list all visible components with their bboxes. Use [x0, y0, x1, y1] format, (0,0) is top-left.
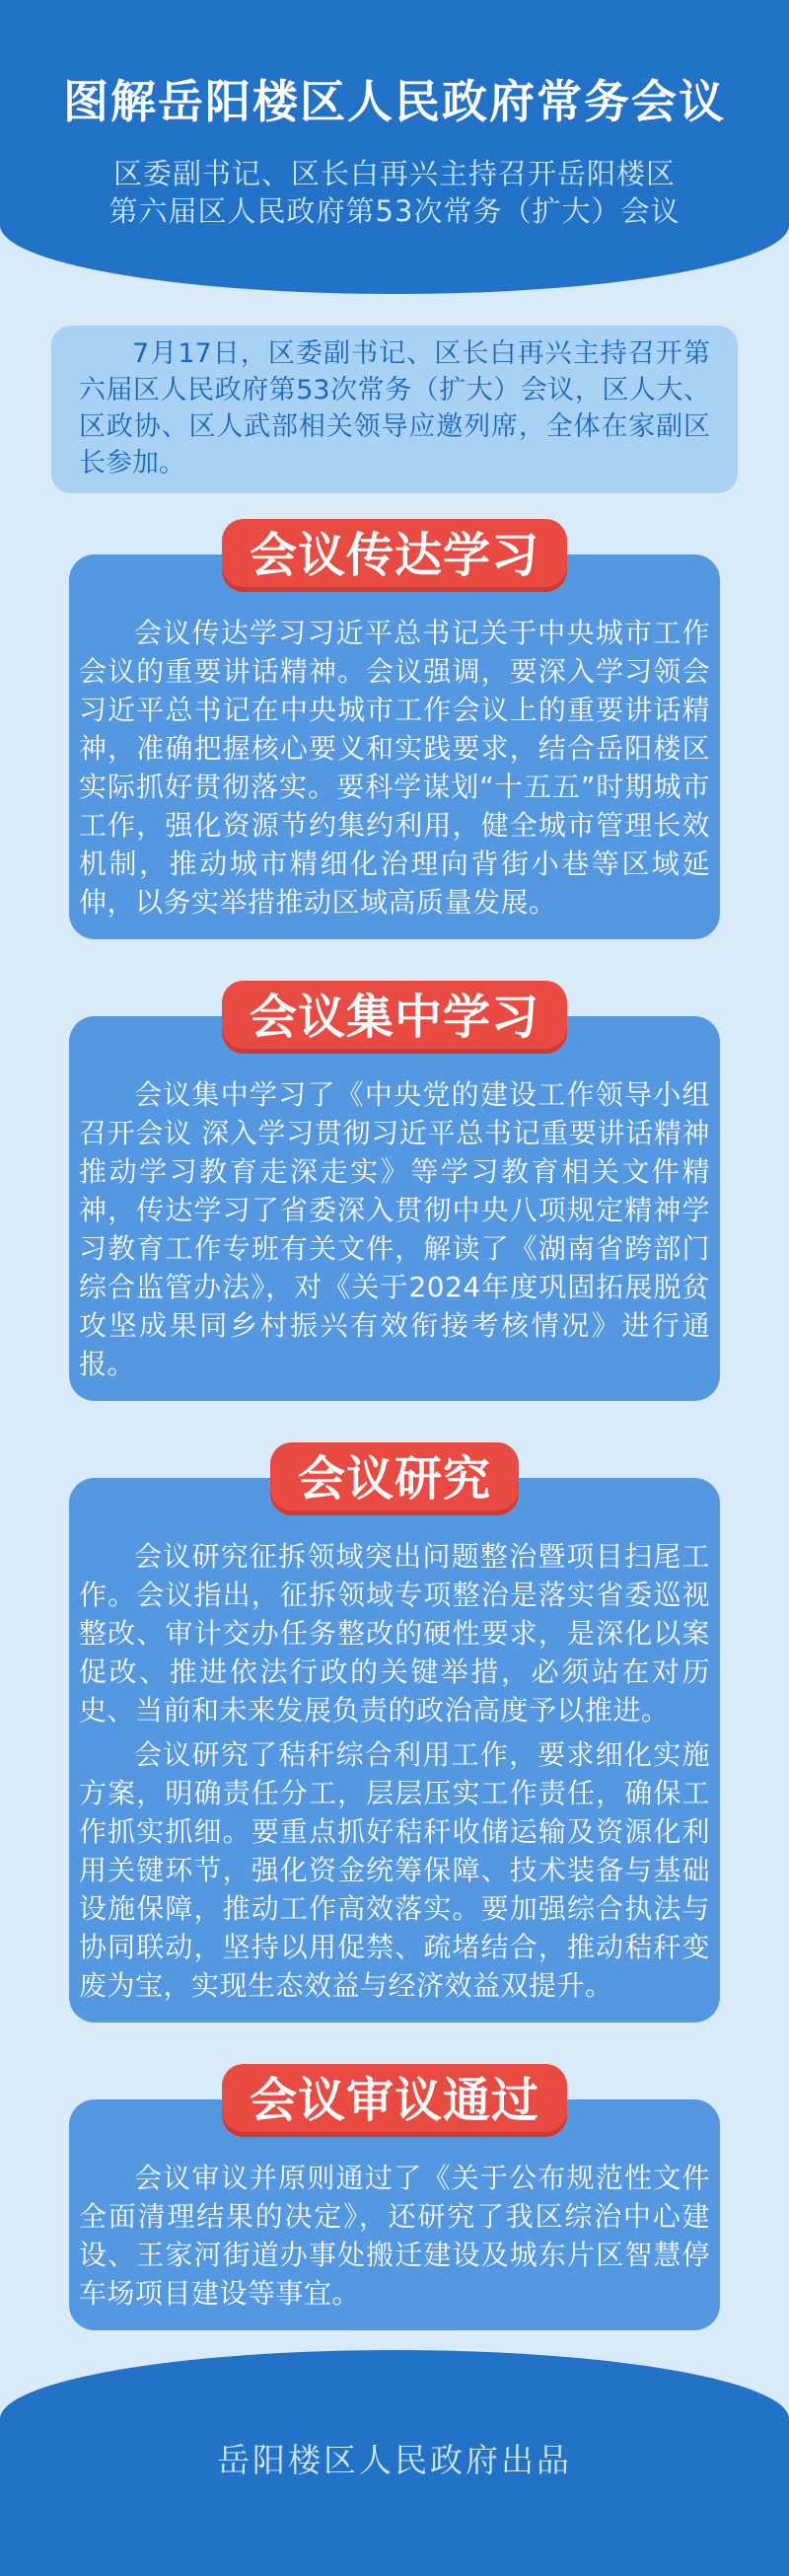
section-badge-transmit-study: 会议传达学习	[222, 519, 567, 592]
section-paragraph: 会议集中学习了《中央党的建设工作领导小组召开会议 深入学习贯彻习近平总书记重要讲话精神 推动学习教育走深走实》等学习教育相关文件精神，传达学习了省委深入贯彻中央八项规定精神学习教育工作专班有关文件，解读了《湖南省跨部门综合监管办法》，对《关于2024年度巩固拓展脱贫攻坚成果同乡村振兴有效衔接考核情况》进行通报。	[79, 1078, 710, 1380]
section-paragraph: 会议研究了秸秆综合利用工作，要求细化实施方案，明确责任分工，层层压实工作责任，确保工作抓实抓细。要重点抓好秸秆收储运输及资源化利用关键环节，强化资金统筹保障、技术装备与基础设施保障，推动工作高效落实。要加强综合执法与协同联动，坚持以用促禁、疏堵结合，推动秸秆变废为宝，实现生态效益与经济效益双提升。	[79, 1738, 710, 2002]
section-badge-research: 会议研究	[270, 1442, 519, 1515]
page-title: 图解岳阳楼区人民政府常务会议	[63, 75, 726, 128]
subtitle-line-2: 第六届区人民政府第53次常务（扩大）会议	[108, 193, 681, 228]
section-paragraph: 会议传达学习习近平总书记关于中央城市工作会议的重要讲话精神。会议强调，要深入学习领会习近平总书记在中央城市工作会议上的重要讲话精神，准确把握核心要义和实践要求，结合岳阳楼区实际抓好贯彻落实。要科学谋划“十五五”时期城市工作，强化资源节约集约利用，健全城市管理长效机制，推动城市精细化治理向背街小巷等区域延伸，以务实举措推动区域高质量发展。	[79, 617, 710, 919]
section-approval	[0, 2064, 789, 2330]
subtitle-line-1: 区委副书记、区长白再兴主持召开岳阳楼区	[112, 156, 676, 190]
section-box-research	[69, 1478, 720, 2023]
section-paragraph: 会议研究征拆领域突出问题整治暨项目扫尾工作。会议指出，征拆领域专项整治是落实省委巡视整改、审计交办任务整改的硬性要求，是深化以案促改、推进依法行政的关键举措，必须站在对历史、当前和未来发展负责的政治高度予以推进。	[79, 1540, 710, 1727]
section-badge-approval: 会议审议通过	[222, 2064, 567, 2137]
footer-credit: 岳阳楼区人民政府出品	[217, 2441, 572, 2479]
section-box-transmit-study	[69, 554, 720, 939]
intro-card	[51, 326, 738, 493]
section-box-group-study	[69, 1016, 720, 1401]
section-transmit-study	[0, 519, 789, 939]
section-research	[0, 1442, 789, 2023]
section-group-study	[0, 981, 789, 1401]
poster-subtitle	[0, 155, 789, 230]
section-badge-group-study: 会议集中学习	[222, 981, 567, 1054]
footer-banner	[0, 2350, 789, 2576]
section-paragraph: 会议审议并原则通过了《关于公布规范性文件全面清理结果的决定》，还研究了我区综治中心建设、王家河街道办事处搬迁建设及城东片区智慧停车场项目建设等事宜。	[79, 2162, 710, 2310]
intro-text: 7月17日，区委副书记、区长白再兴主持召开第六届区人民政府第53次常务（扩大）会议，区人大、区政协、区人武部相关领导应邀列席，全体在家副区长参加。	[79, 338, 710, 478]
header-banner	[0, 0, 789, 294]
